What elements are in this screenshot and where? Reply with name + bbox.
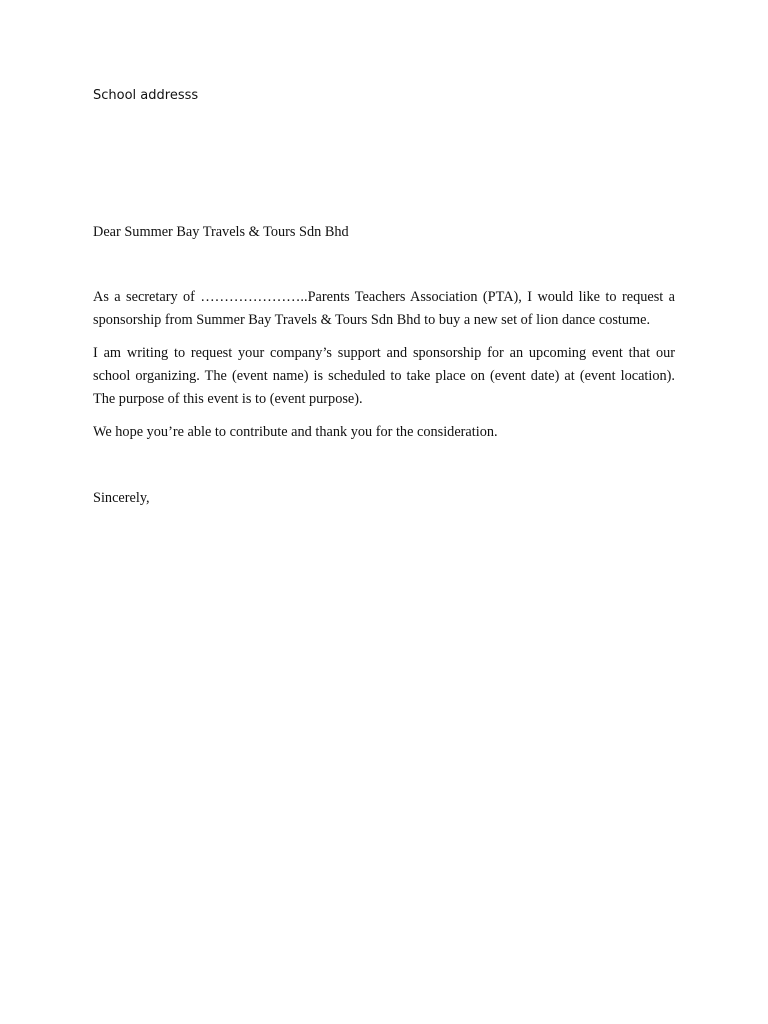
school-address: School addresss	[93, 88, 199, 103]
letter-body	[93, 286, 675, 454]
closing: Sincerely,	[93, 490, 150, 506]
paragraph-request: As a secretary of …………………..Parents Teachers Association (PTA), I would like to request a sponsorship from Summer Bay Travels & Tours Sdn Bhd to buy a new set of lion dance costume.	[93, 289, 675, 328]
salutation: Dear Summer Bay Travels & Tours Sdn Bhd	[93, 224, 349, 240]
paragraph-thanks: We hope you’re able to contribute and thank you for the consideration.	[93, 424, 498, 440]
paragraph-event-details: I am writing to request your company’s support and sponsorship for an upcoming event that our school organizing. The (event name) is scheduled to take place on (event date) at (event location). The purpose of this event is to (event purpose).	[93, 345, 675, 407]
